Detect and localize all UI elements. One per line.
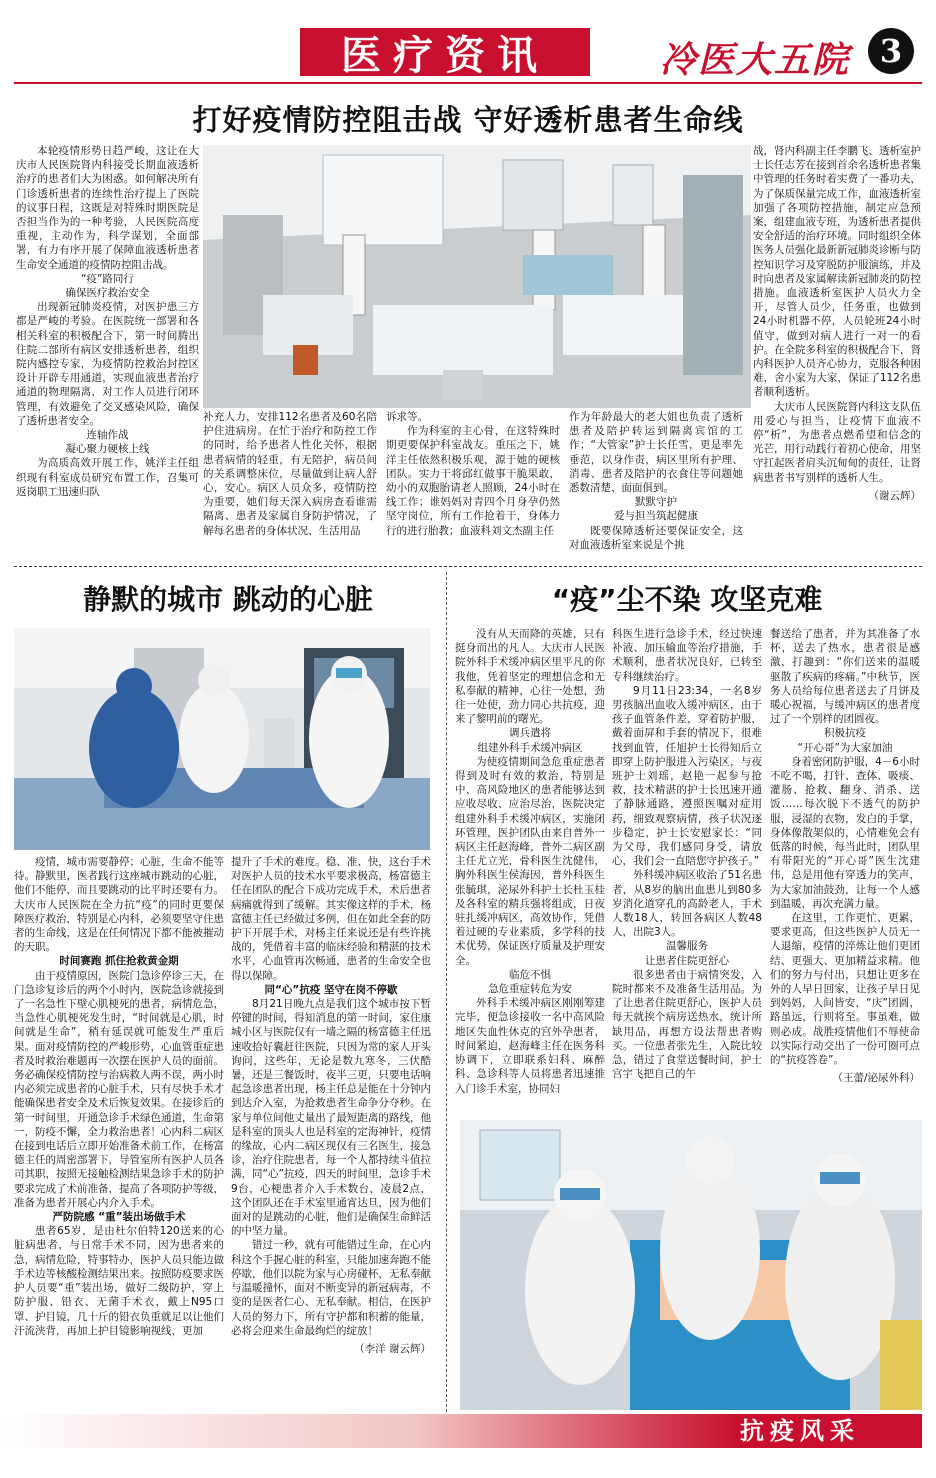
- paragraph: 8月21日晚九点是我们这个城市按下暂停键的时间，得知消息的第一时间，家住康城小区与医院仅有一墙之隔的杨富德主任迅速收拾好囊赶往医院，只因为常的家人开头询问，这些年，无论是数九寒冬，三伏酷暑，还是三餐饭时，夜半三更，只要电话响起急诊患者出现，杨主任总是能在十分钟内到达介入室，为抢救患者生命争分夺秒。在家与单位间他丈量出了最短距离的路线，他是科室的顶头人也是科室的定海神针，疫情的缘故，心内二病区现仅有三名医生，接急诊，治疗住院患者，每一个人都持续斗值拉满，同“心”抗疫，四天的时间里，急诊手术9台，心梗患者介入手术数台，凌晨2点，这个团队还在手术室里通宵达旦，因为他们面对的是跳动的心脏，他们是确保生命鲜活的中坚力量。: [231, 998, 431, 1238]
- subheading: 连轴作战: [86, 429, 129, 442]
- paragraph: 外科手术缓冲病区刚刚筹建完毕，便急诊接收一名中高风险地区失血性休克的宫外孕患者，时间紧迫，赵海峰主任在医务科协调下，立即联系妇科、麻醉科、急诊科等人员将患者迅速推入门诊手术室，协同妇: [455, 997, 605, 1095]
- author-credit: （谢云辉）: [868, 489, 921, 502]
- paragraph: 既要保障透析还要保证安全，这对血液透析室来说是个挑: [569, 524, 743, 551]
- author-credit: （李洋 谢云辉）: [354, 1342, 431, 1355]
- author-credit: （王蕾/泌尿外科）: [832, 1072, 920, 1085]
- article3-headline: “疫”尘不染 攻坚克难: [551, 583, 823, 616]
- article2-column-2: [231, 855, 431, 1397]
- subheading: “开心哥”为大家加油: [797, 741, 893, 754]
- paragraph: 疫情，城市需要静停；心脏，生命不能等待。静默里，医者践行这座城市跳动的心脏，他们不能停，而且要跳动的比平时还要有力。大庆市人民医院在全力抗“疫”的同时更要保障医疗救治，特别是心内科，必须要坚守住患者的生命线，这是在任何情况下都不能被摧动的天职。: [14, 856, 224, 954]
- paragraph: 没有从天而降的英雄，只有挺身而出的凡人。大庆市人民医院外科手术缓冲病区里平凡的你我他，凭着坚定的理想信念和无私奉献的精神，心往一处想，劲往一处使，劲力同心共抗疫，迎来了黎明前的曙光。: [455, 628, 605, 726]
- paragraph: 为使疫情期间急危重症患者得到及时有效的救治，特别是中、高风险地区的患者能够达到应收尽收、应治尽治，医院决定组建外科手术缓冲病区，实施闭环管理，医护团队由来自普外一病区主任赵海峰，普外二病区副主任尤立光，骨科医生沈健伟，胸外科医生侯海因，普外科医生张毓琪，泌尿外科护士长杜玉桂及各科室的精兵强将组成，日夜驻扎缓冲病区，高效协作，凭借着过硬的专业素质，多学科的技术优势，保证医疗质量及护理安全。: [455, 755, 605, 967]
- paragraph: 在这里，工作更忙、更累，要求更高，但这些医护人员无一人退缩，疫情的淬炼让他们更团结、更强大、更加精益求精。他们的努力与付出，只想让更多在外的人早日回家，让孩子早日见到妈妈，人间皆安，“庆”团圆，路虽远，行则将至。事虽难，做则必成。战胜疫情他们不辱使命以实际行动交出了一份可圈可点的“抗疫答卷”。: [770, 912, 920, 1067]
- article1-headline: 打好疫情防控阻击战 守好透析患者生命线: [192, 103, 744, 137]
- paragraph: 大庆市人民医院肾内科这支队伍用爱心与担当，让疫情下血液不停“析”，为患者点燃希望和信念的光芒，用行动践行着初心使命，用坚守扛起医者肩头沉甸甸的责任，让肾病患者书写别样的透析人生。: [753, 400, 921, 484]
- paragraph: 战，肾内科副主任李鹏飞、透析室护士长任志芳在接到首余名透析患者集中管理的任务时着实费了一番功夫，为了保质保量完成工作，血液透析室加强了各项防控措施，制定应急预案，组建血液专班，为透析患者提供安全舒适的治疗环境。同时组织全体医务人员强化最新新冠肺炎诊断与防控知识学习及穿脱防护服演练，并及时向患者及家属解读新冠肺炎的防控措施。血液透析室医护人员火力全开，尽管人员少，任务重，也做到24小时机器不停，人员轮班24小时值守，做到对病人进行一对一的看护。在全院多科室的积极配合下，肾内科医护人员齐心协力，克服各种困难，舍小家为大家，保证了112名患者顺利透析。: [753, 145, 921, 399]
- subheading: 默默守护: [635, 496, 677, 509]
- article1-column-4: [569, 410, 743, 562]
- article1-column-5: [753, 144, 921, 562]
- article1-column-2: [203, 410, 377, 562]
- cardiac-surgery-photo: [14, 628, 430, 850]
- paragraph: 出现新冠肺炎疫情，对医护患三方都是严峻的考验。在医院统一部署和各相关科室的积极配合下，第一时间腾出住院二部所有病区安排透析患者，组织院内感控专家，为疫情防控救治封控区设计开辟专用通道，实现血液患者治疗通道的物理隔离，对工作人员进行闭环管理，有效避免了交叉感染风险，确保了透析患者安全。: [16, 301, 199, 427]
- subheading: 调兵遣将: [509, 727, 551, 740]
- paragraph: 错过一秒，就有可能错过生命，在心内科这个手握心脏的科室，只能加速奔跑不能停歇，他们以院为家与心房碰杯，无私奉献与温暖撞怀，面对不断变异的新冠病毒，不变的是医者仁心、无私奉献。相信，在医护人员的努力下，所有守护都和积蓄的能量，必将会迎来生命最绚烂的绽放！: [231, 1239, 431, 1337]
- subheading: 确保医疗救治安全: [65, 287, 150, 300]
- article2-column-1: [14, 855, 224, 1397]
- subheading: 温馨服务: [666, 940, 708, 953]
- subheading: 让患者住院更舒心: [645, 954, 729, 967]
- subheading: 积极抗疫: [824, 727, 866, 740]
- hospital-logo-text: 冷医大五院: [660, 39, 851, 81]
- footer-label: 抗疫风采: [740, 1417, 860, 1445]
- subheading: 急危重症转危为安: [488, 983, 572, 996]
- paragraph: 由于疫情原因，医院门急诊停诊三天，在门急诊复诊后的两个小时内，医院急诊就接到了一名急性下壁心肌梗死的患者，病情危急，当急性心肌梗死发生时，“时间就是心肌，时间就是生命”，稍有延误就可能发生严重后果。面对疫情防控的严峻形势，心血管重症患者及时救治难题再一次摆在医护人员的面前。务必确保疫情防控与治病救人两不误，两小时内必须完成患者的心脏手术，只有尽快手术才能确保患者安全及术后恢复效果。在接诊后的第一时间里，开通急诊手术绿色通道，生命第一，防疫不懈，全力救治患者！心内科二病区在接到电话后立即开始准备术前工作，在杨富德主任的周密部署下，导管室所有医护人员各司其职，按照无接触检测结果急诊手术的防护要求完成了术前准备，提高了各项防护等级，准备为患者开展心内介入手术。: [14, 969, 224, 1209]
- article1-column-1: [16, 144, 199, 562]
- subheading: “疫”路同行: [81, 272, 134, 285]
- page-number: 3: [868, 28, 914, 74]
- subheading: 时间赛跑 抓住抢救黄金期: [59, 955, 179, 968]
- column-divider: [446, 572, 447, 1412]
- paragraph: 补充人力，安排112名患者及60名陪护住进病房。在忙于治疗和防控工作的同时，给予患者人性化关怀，根据患者病情的轻重，有无陪护，病员间的关系调整床位，尽量做到让病人舒心，安心。病区人员众多，疫情防控为重要，她们每天深入病房查看谁需隔离、患者及家属自身防护情况，了解每名患者的身体状况、生活用品: [203, 411, 377, 537]
- article2-headline: 静默的城市 跳动的心脏: [83, 583, 373, 616]
- paragraph: 外科缓冲病区收治了51名患者，从8岁的脑出血患儿到80多岁消化道穿孔的高龄老人，手术人数18人，转回各病区人数48人，出院3人。: [612, 869, 762, 939]
- subheading: 爱与担当筑起健康: [614, 510, 698, 523]
- subheading: 严防院感 “重”装出场做手术: [52, 1211, 186, 1224]
- paragraph: 诉求等。: [386, 411, 428, 423]
- section-title-banner: [300, 28, 590, 79]
- paragraph: 为高质高效开展工作，姚洋主任组织现有科室成员研究布置工作，召集可返岗职工迅速归队: [16, 457, 199, 498]
- subheading: 组建外科手术缓冲病区: [477, 741, 583, 754]
- subheading: 临危不惧: [509, 968, 551, 981]
- subheading: 凝心聚力硬核上线: [65, 443, 150, 456]
- paragraph: 很多患者由于病情突发，入院时都来不及准备生活用品。为了让患者住院更舒心，医护人员每天就挨个病房送热水，统计所缺用品，再想方设法帮患者购买。一位患者张先生，入院比较急，错过了食堂送餐时间，护士宫宇飞把自己的午: [612, 968, 762, 1081]
- article1-column-3: [386, 410, 560, 562]
- paragraph: 作为年龄最大的老大姐也负责了透析患者及陪护转运到隔离宾馆的工作；“大管家”护士长任雪，更是率先垂范，以身作责，病区里所有护理、消毒、患者及陪护的衣食住等问题她悉数清楚、面面俱到。: [569, 411, 743, 495]
- section-divider: [14, 566, 922, 567]
- dialysis-ward-photo: [203, 145, 751, 408]
- subheading: 同“心”抗疫 坚守在岗不停歇: [264, 983, 398, 996]
- paragraph: 餐送给了患者，并为其准备了水杯，送去了热水，患者很是感激，打趣到：“你们送来的温暖驱散了疾病的疼痛。”中秋节，医务人员给每位患者送去了月饼及暖心祝福，与缓冲病区的患者度过了一个别样的团圆夜。: [770, 628, 920, 726]
- paragraph: 9月11日23:34，一名8岁男孩脑出血收入缓冲病区，由于孩子血管条件差，穿着防护服，戴着面屏和手套的情况下，很难找到血管，任旭护士长得知后立即穿上防护服进入污染区，与夜班护士刘瑶，赵艳一起参与抢救，技术精湛的护士长迅速开通了静脉通路，遵照医嘱对症用药，细致观察病情，孩子状况逐步稳定，护士长安慰家长：“同为父母，我们感同身受，请放心，我们会一直陪您守护孩子。”: [612, 684, 762, 868]
- header-divider: [14, 82, 922, 84]
- paragraph: 提升了手术的难度。稳、准、快，这台手术对医护人员的技术水平要求极高，杨富德主任在团队的配合下成功完成手术，术后患者病痛就得到了缓解。其实像这样的手术，杨富德主任已经做过多例，但在如此全套的防护下开展手术，对杨主任来说还是有些许挑战的，凭借着丰富的临床经验和精湛的技术水平，心血管再次畅通，患者的生命安全也得以保障。: [231, 856, 431, 982]
- paragraph: 本轮疫情形势日趋严峻，这让在大庆市人民医院肾内科接受长期血液透析治疗的患者们大为困惑。如何解决所有门诊透析患者的连续性治疗提上了医院的议事日程，这既是对特殊时期医院是否担当作为的一种考验，人民医院高度重视，主动作为，科学谋划，全面部署，有力有序开展了保障血液透析患者生命安全通道的疫情防控阻击战。: [16, 145, 199, 271]
- operating-room-photo: [460, 1120, 922, 1410]
- paragraph: 科医生进行急诊手术，经过快速补液、加压输血等治疗措施，手术顺利，患者状况良好，已转至专科继续治疗。: [612, 628, 762, 683]
- paragraph: 作为科室的主心骨，在这特殊时期更要保护科室战友。重压之下，姚洋主任依然积极乐观，源于她的硬核团队。实力干将邱红做事干脆果敢，幼小的双胞胎请老人照顾，24小时在线工作；谁妈妈对青四个月身孕仍然坚守岗位，所有工作抢着干，身体力行的进行胎教；血液科刘文杰副主任: [386, 425, 560, 537]
- paragraph: 身着密闭防护服，4－6小时不吃不喝，打针、查体、吸痰、灌肠、抢救、翻身、消杀、送饭……每次脱下不透气的防护服，浸湿的衣物，发白的手掌，身体像散架似的，心情难免会有低落的时候，每当此时，团队里有带阳光的“开心哥”医生沈建伟，总是用他有穿透力的笑声，为大家加油鼓劲，让每一个人感到温暖，再次充满力量。: [770, 755, 920, 910]
- paragraph: 患者65岁，是由杜尔伯特120送来的心脏病患者，与日常手术不同，因为患者来的急，病情危险，特事特办，医护人员只能边做手术边等核酸检测结果出来。按照防疫要求医护人员要“重”装出场，做好二级防护，穿上防护服、铅衣、无菌手术衣，戴上N95口罩、护目镜，几十斤的铅衣负重就足以让他们汗流浃背，再加上护目镜影响视线，更加: [14, 1225, 224, 1337]
- section-title: 医疗资讯: [341, 31, 549, 79]
